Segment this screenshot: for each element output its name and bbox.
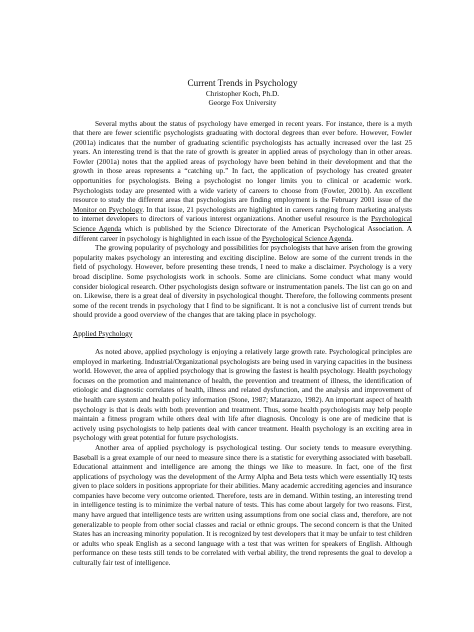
applied-paragraph-2: Another area of applied psychology is psychological testing. Our society tends to measure everything. Baseball is a great example of our need to measure since there is a statistic for everything associated with baseball. Educational attainment and intelligence are among the things we like to measure. In fact, one of the first applications of psychology was the development of the Army Alpha and Beta tests which were essentially IQ tests given to place solders in positions appropriate for their abilities. Many academic accrediting agencies and insurance companies have become very outcome oriented. Therefore, tests are in demand. Within testing, an interesting trend in intelligence testing is to minimize the verbal nature of tests. This has come about largely for two reasons. First, many have argued that intelligence tests are written using assumptions from one social class and, therefore, are not generalizable to people from other social classes and racial or ethnic groups. The second concern is that the United States has an increasing minority population. It is recognized by test developers that it may be unfair to test children or adults who speak English as a second language with a test that was written for speakers of English. Although performance on these tests still tends to be correlated with verbal ability, the trend represents the goal to develop a culturally fair test of intelligence. — [73, 442, 412, 568]
section-heading-applied-psychology: Applied Psychology — [73, 328, 133, 338]
author-name: Christopher Koch, Ph.D. — [205, 88, 280, 98]
psychological-science-agenda-title: Psychological Science Agenda — [73, 214, 412, 234]
monitor-on-psychology-title: Monitor on Psychology — [73, 204, 143, 214]
applied-paragraph-1: As noted above, applied psychology is enjoying a relatively large growth rate. Psychological principles are employed in marketing. Industrial/Organizational psychologists are being used in varying capacities in the business world. However, the area of applied psychology that is growing the fastest is health psychology. Health psychology focuses on the promotion and maintenance of health, the prevention and treatment of illness, the identification of etiologic and diagnostic correlates of health, illness and related dysfunction, and the analysis and improvement of the health care system and health policy information (Stone, 1987; Matarazzo, 1982). An important aspect of health psychology is that is deals with both prevention and treatment. Thus, some health psychologists may help people maintain a fitness program while others deal with life after diagnosis. Oncology is one are of medicine that is actively using psychologists to help patients deal with cancer treatment. Health psychology is an exciting area in psychology with great potential for future psychologists. — [73, 346, 412, 443]
author-affiliation: George Fox University — [208, 97, 277, 107]
intro-paragraph-2: The growing popularity of psychology and possibilities for psychologists that have arisen from the growing popularity makes psychology an interesting and exciting discipline. Below are some of the current trends in the field of psychology. However, before presenting these trends, I need to make a disclaimer. Psychology is a very broad discipline. Some psychologists work in schools. Some are clinicians. Some conduct what many would consider biological research. Other psychologists design software or instrumentation panels. The list can go on and on. Likewise, there is a great deal of diversity in psychological thought. Therefore, the following comments present some of the recent trends in psychology that I find to be significant. It is not a conclusive list of current trends but should provide a good overview of the changes that are taking place in psychology. — [73, 243, 412, 320]
document-title: Current Trends in Psychology — [187, 78, 298, 88]
intro-text-a: Several myths about the status of psychology have emerged in recent years. For instance, there is a myth that there are fewer scientific psychologists graduating with doctoral degrees than ever before. However, Fowler (2001a) indicates that the number of graduating scientific psychologists has actually increased over the last 25 years. An interesting trend is that the rate of growth is greater in applied areas of psychology than in other areas. Fowler (2001a) notes that the applied areas of psychology have been behind in their development and that the growth in those areas represents a “catching up.” In fact, the application of psychology has created greater opportunities for psychologists. Being a psychologist no longer limits you to clinical or academic work. Psychologists today are presented with a wide variety of careers to choose from (Fowler, 2001b). An excellent resource to study the different areas that psychologists are finding employment is the February 2001 issue of the — [73, 118, 412, 205]
psychological-science-agenda-title-2: Psychological Science Agenda — [261, 233, 352, 243]
intro-paragraph-1 — [73, 119, 412, 244]
document-body — [73, 119, 412, 568]
intro-text-b: . In that issue, 21 psychologists are highlighted in careers ranging from marketing analysts to internet developers to directors of various interest organizations. Another useful resource is the — [73, 204, 412, 224]
intro-text-d: . — [351, 233, 354, 243]
intro-text-c: which is published by the Science Directorate of the American Psychological Association. A different career in psychology is highlighted in each issue of the — [73, 224, 412, 243]
